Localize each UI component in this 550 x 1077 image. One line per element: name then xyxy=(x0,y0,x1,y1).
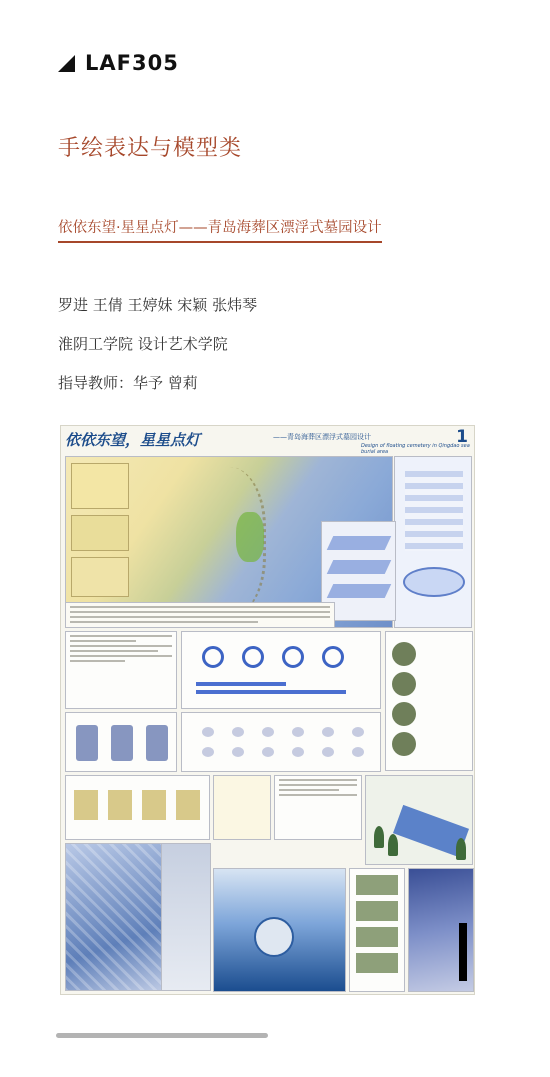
poster-page-number: 1 xyxy=(456,427,468,447)
intro-text-block xyxy=(65,602,335,628)
course-header xyxy=(58,51,179,75)
map-inset xyxy=(71,557,129,597)
sketch-figure xyxy=(76,725,98,761)
triangle-icon xyxy=(58,55,75,72)
case-study-panel xyxy=(385,631,473,771)
diagram-layer xyxy=(327,560,392,574)
ring-chart xyxy=(322,646,344,668)
landscape-rendering xyxy=(365,775,473,865)
dark-bar xyxy=(459,923,467,981)
poster-subtitle: ——青岛海葬区漂浮式墓园设计 xyxy=(273,433,371,441)
drawing-thumb xyxy=(74,790,98,820)
drawing-thumb xyxy=(142,790,166,820)
coast-map xyxy=(161,843,211,991)
sketch-figure xyxy=(146,725,168,761)
category-title: 手绘表达与模型类 xyxy=(58,136,243,161)
icon-grid-panel xyxy=(181,712,381,772)
sketch-panel xyxy=(65,712,177,772)
green-area xyxy=(236,512,264,562)
poster-subtitle-en: Design of floating cemetery in Qingdao sea burial area xyxy=(361,443,470,455)
photo-column xyxy=(349,868,405,992)
stacked-layers xyxy=(405,471,463,551)
course-code: LAF305 xyxy=(85,51,179,75)
drawing-thumb xyxy=(176,790,200,820)
analysis-diagram xyxy=(394,456,472,628)
stat-bar xyxy=(196,682,286,686)
case-photo xyxy=(392,702,416,726)
statistics-panel xyxy=(181,631,381,709)
floating-platform xyxy=(403,567,465,597)
poster-image[interactable] xyxy=(60,425,475,995)
ring-chart xyxy=(202,646,224,668)
scroll-indicator[interactable] xyxy=(56,1033,268,1038)
case-photo xyxy=(392,672,416,696)
sketch-figure xyxy=(111,725,133,761)
case-photo xyxy=(392,642,416,666)
authors: 罗进 王倩 王婷妹 宋颖 张炜琴 xyxy=(58,296,258,314)
tree-icon xyxy=(374,826,384,848)
concept-panel xyxy=(213,775,271,840)
text-panel xyxy=(274,775,362,840)
section-rendering xyxy=(213,868,346,992)
diagram-layer xyxy=(327,536,392,550)
project-title-link[interactable]: 依依东望·星星点灯——青岛海葬区漂浮式墓园设计 xyxy=(58,216,382,243)
night-rendering xyxy=(408,868,474,992)
ring-chart xyxy=(242,646,264,668)
tree-icon xyxy=(388,834,398,856)
map-inset xyxy=(71,463,129,509)
stat-bar xyxy=(196,690,346,694)
case-photo xyxy=(392,732,416,756)
school: 淮阴工学院 设计艺术学院 xyxy=(58,335,228,353)
map-inset xyxy=(71,515,129,551)
advisor: 指导教师：华予 曾莉 xyxy=(58,374,198,392)
hand-drawing-panel xyxy=(65,775,210,840)
mind-map xyxy=(65,631,177,709)
tree-icon xyxy=(456,838,466,860)
diagram-layer xyxy=(327,584,392,598)
floating-cemetery xyxy=(254,917,294,957)
drawing-thumb xyxy=(108,790,132,820)
ring-chart xyxy=(282,646,304,668)
poster-title: 依依东望，星星点灯 xyxy=(65,431,201,449)
